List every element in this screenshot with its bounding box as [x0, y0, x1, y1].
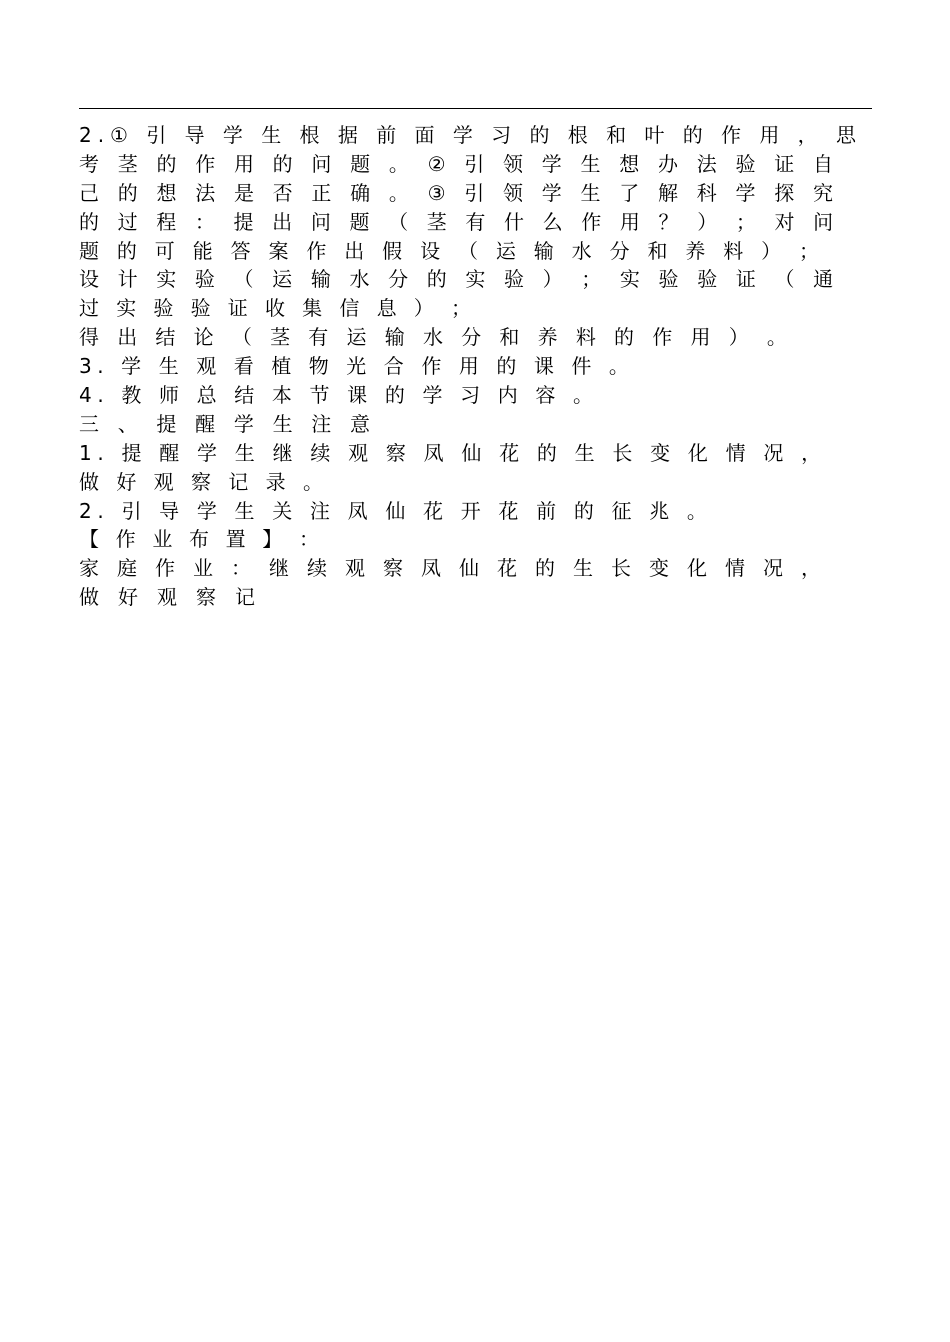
- line-text: 考 茎 的 作 用 的 问 题 。 ② 引 领 学 生 想 办 法 验 证 自: [79, 151, 840, 176]
- line-text: 【 作 业 布 置 】 ：: [79, 527, 325, 552]
- text-line: [79, 121, 869, 150]
- line-text: 三 、 提 醒 学 生 注 意: [79, 411, 377, 436]
- text-line: [79, 381, 869, 410]
- line-text: 2. 引 导 学 生 关 注 凤 仙 花 开 花 前 的 征 兆 。: [79, 498, 713, 523]
- homework-heading: [79, 525, 869, 554]
- line-text: 2.① 引 导 学 生 根 据 前 面 学 习 的 根 和 叶 的 作 用 ， 思: [79, 123, 862, 147]
- line-text: 做 好 观 察 记: [79, 585, 262, 610]
- line-text: 的 过 程 ： 提 出 问 题 （ 茎 有 什 么 作 用 ？ ） ； 对 问: [79, 209, 840, 234]
- line-text: 题 的 可 能 答 案 作 出 假 设 （ 运 输 水 分 和 养 料 ） ；: [79, 238, 825, 263]
- text-line: [79, 583, 869, 612]
- line-text: 4. 教 师 总 结 本 节 课 的 学 习 内 容 。: [79, 383, 599, 408]
- line-text: 得 出 结 论 （ 茎 有 运 输 水 分 和 养 料 的 作 用 ） 。: [79, 325, 793, 350]
- line-text: 家 庭 作 业 ： 继 续 观 察 凤 仙 花 的 生 长 变 化 情 况 ，: [79, 556, 827, 581]
- header-rule: [79, 108, 872, 109]
- line-text: 己 的 想 法 是 否 正 确 。 ③ 引 领 学 生 了 解 科 学 探 究: [79, 180, 840, 205]
- text-line: [79, 468, 869, 497]
- text-line: [79, 439, 869, 468]
- text-line: [79, 265, 869, 294]
- text-line: [79, 179, 869, 208]
- text-line: [79, 294, 869, 323]
- line-text: 1. 提 醒 学 生 继 续 观 察 凤 仙 花 的 生 长 变 化 情 况 ，: [79, 440, 827, 465]
- section-heading: [79, 410, 869, 439]
- line-text: 做 好 观 察 记 录 。: [79, 469, 329, 494]
- text-line: [79, 237, 869, 266]
- text-line: [79, 554, 869, 583]
- text-line: [79, 352, 869, 381]
- document-body: [79, 121, 869, 612]
- text-line: [79, 208, 869, 237]
- text-line: [79, 323, 869, 352]
- line-text: 设 计 实 验 （ 运 输 水 分 的 实 验 ） ； 实 验 验 证 （ 通: [79, 267, 840, 292]
- text-line: [79, 497, 869, 526]
- line-text: 过 实 验 验 证 收 集 信 息 ） ；: [79, 296, 477, 321]
- text-line: [79, 150, 869, 179]
- line-text: 3. 学 生 观 看 植 物 光 合 作 用 的 课 件 。: [79, 354, 635, 379]
